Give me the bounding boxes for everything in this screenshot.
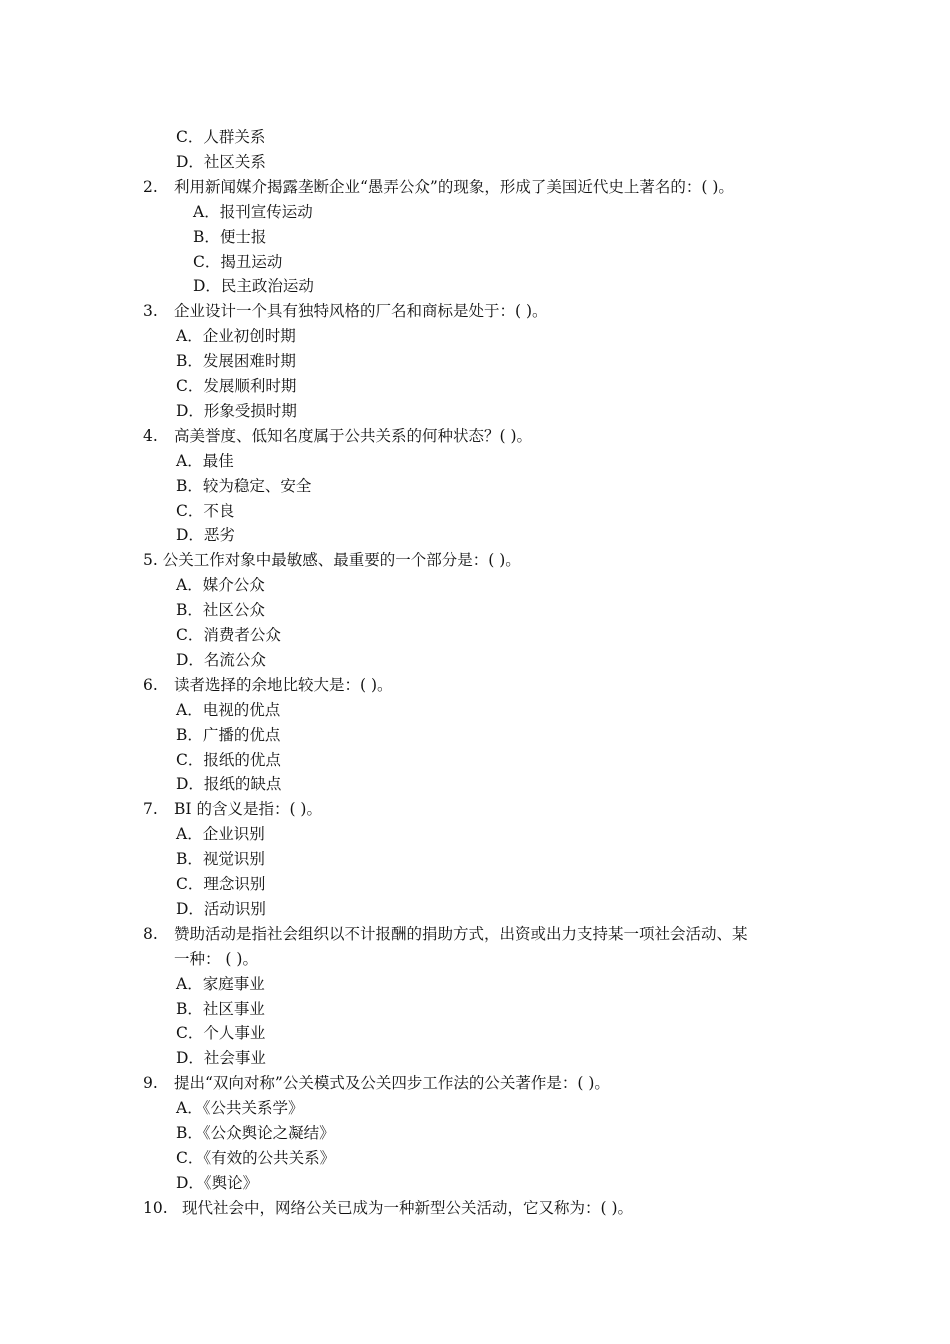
answer-option: A．最佳 [176, 452, 234, 470]
question-text: 读者选择的余地比较大是：( )。 [174, 676, 393, 694]
answer-option: B．视觉识别 [176, 850, 265, 868]
question-text: 高美誉度、低知名度属于公共关系的何种状态？( )。 [174, 427, 533, 445]
answer-option: B．发展困难时期 [176, 352, 296, 370]
question-number: 10. [143, 1199, 168, 1217]
answer-option: C．发展顺利时期 [176, 377, 297, 395]
answer-option: D．名流公众 [176, 651, 266, 669]
answer-option: C．不良 [176, 502, 235, 520]
answer-option: A．企业初创时期 [176, 327, 296, 345]
answer-option: B．社区事业 [176, 1000, 265, 1018]
answer-option: A．电视的优点 [176, 701, 281, 719]
question-text: 赞助活动是指社会组织以不计报酬的捐助方式，出资或出力支持某一项社会活动、某 [174, 925, 748, 943]
answer-option: D．社会事业 [176, 1049, 266, 1067]
answer-option: C．报纸的优点 [176, 751, 281, 769]
answer-option: C．理念识别 [176, 875, 266, 893]
answer-option: D．活动识别 [176, 900, 266, 918]
answer-option: A．报刊宣传运动 [193, 203, 313, 221]
answer-option: D．形象受损时期 [176, 402, 297, 420]
answer-option: D．恶劣 [176, 526, 235, 544]
question-text: 利用新闻媒介揭露垄断企业“愚弄公众”的现象，形成了美国近代史上著名的：( )。 [174, 178, 734, 196]
question-number: 6. [143, 676, 158, 694]
question-text: 提出“双向对称”公关模式及公关四步工作法的公关著作是：( )。 [174, 1074, 610, 1092]
answer-option: C．人群关系 [176, 128, 266, 146]
answer-option: D．民主政治运动 [193, 277, 314, 295]
answer-option: B．较为稳定、安全 [176, 477, 312, 495]
answer-option: B．社区公众 [176, 601, 265, 619]
answer-option: A．媒介公众 [176, 576, 265, 594]
question-text: 5. 公关工作对象中最敏感、最重要的一个部分是：( )。 [143, 551, 521, 569]
question-text: 现代社会中，网络公关已成为一种新型公关活动，它又称为：( )。 [182, 1199, 634, 1217]
answer-option: C．《有效的公共关系》 [176, 1149, 336, 1167]
question-number: 9. [143, 1074, 158, 1092]
answer-option: C．个人事业 [176, 1024, 266, 1042]
question-number: 2. [143, 178, 158, 196]
question-number: 3. [143, 302, 158, 320]
question-text: BI 的含义是指：( )。 [174, 800, 322, 818]
answer-option: B．广播的优点 [176, 726, 281, 744]
answer-option: C．消费者公众 [176, 626, 281, 644]
answer-option: B．《公众舆论之凝结》 [176, 1124, 335, 1142]
answer-option: A．《公共关系学》 [176, 1099, 304, 1117]
answer-option: A．家庭事业 [176, 975, 265, 993]
question-number: 4. [143, 427, 158, 445]
question-text-continued: 一种： ( )。 [174, 950, 258, 968]
answer-option: C．揭丑运动 [193, 253, 283, 271]
answer-option: B．便士报 [193, 228, 267, 246]
answer-option: D．《舆论》 [176, 1174, 259, 1192]
answer-option: A．企业识别 [176, 825, 265, 843]
question-text: 企业设计一个具有独特风格的厂名和商标是处于：( )。 [174, 302, 548, 320]
answer-option: D．报纸的缺点 [176, 775, 282, 793]
question-number: 8. [143, 925, 158, 943]
answer-option: D．社区关系 [176, 153, 266, 171]
question-number: 7. [143, 800, 158, 818]
